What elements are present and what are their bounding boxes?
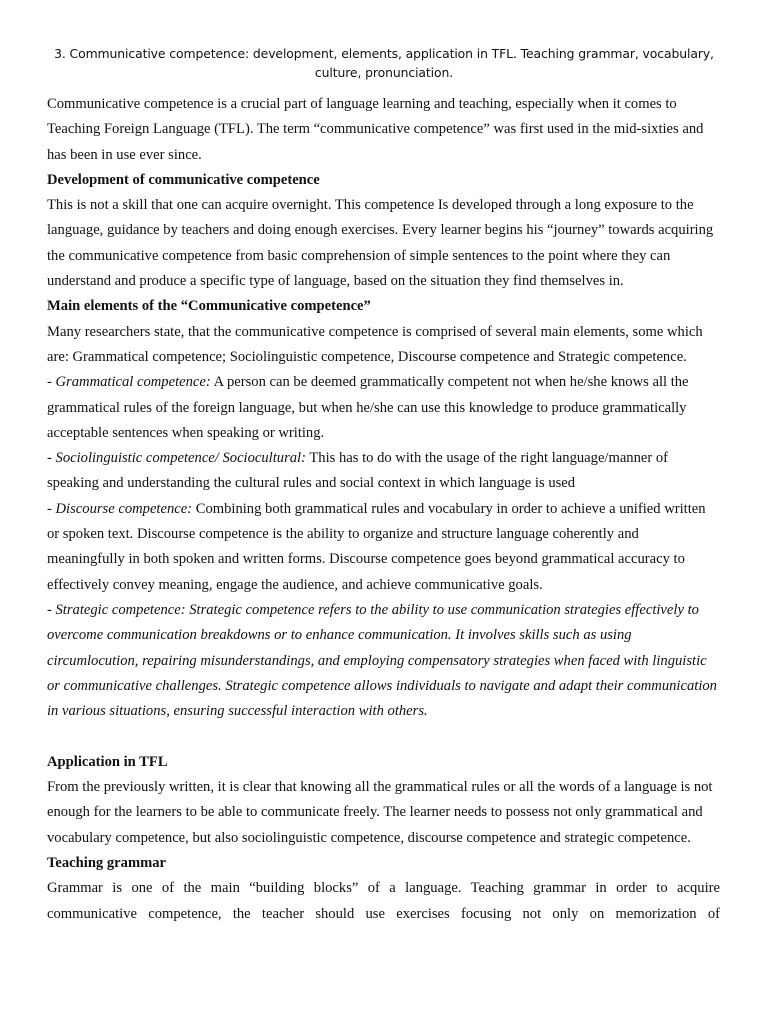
discourse-prefix: -	[47, 500, 56, 517]
strategic-competence-item: - Strategic competence: Strategic competence refers to the ability to use communication strategies effectively to overcome communication breakdowns or to enhance communication. It involves skills such as using circumlocution, repairing misunderstandings, and employing compensatory strategies when faced with linguistic or communicative challenges. Strategic competence allows individuals to navigate and adapt their communication in various situations, ensuring successful interaction with others.	[47, 601, 717, 720]
discourse-term: Discourse competence:	[55, 500, 193, 517]
document-body	[47, 92, 720, 927]
teaching-grammar-paragraph: Grammar is one of the main “building blocks” of a language. Teaching grammar in order to acquire communicative competence, the teacher should use exercises focusing not only on memorization of	[47, 880, 720, 922]
sociolinguistic-term: Sociolinguistic competence/ Sociocultural:	[55, 450, 306, 467]
sociolinguistic-text: This has to do with the usage of the right language/manner of speaking and understanding the cultural rules and social context in which language is used	[47, 450, 669, 492]
grammatical-text: A person can be deemed grammatically competent not when he/she knows all the grammatical rules of the foreign language, but when he/she can use this knowledge to produce grammatically acceptable sentences when speaking or writing.	[47, 374, 689, 441]
elements-intro-paragraph: Many researchers state, that the communicative competence is comprised of several main elements, some which are: Grammatical competence; Sociolinguistic competence, Discourse competence and Strategic competence.	[47, 323, 703, 365]
teaching-grammar-heading: Teaching grammar	[47, 854, 167, 871]
sociolinguistic-competence-item	[47, 446, 720, 497]
discourse-text: Combining both grammatical rules and vocabulary in order to achieve a unified written or spoken text. Discourse competence is the ability to organize and structure language coherently and meaningfully in both spoken and written forms. Discourse competence goes beyond grammatical accuracy to effectively convey meaning, engage the audience, and achieve communicative goals.	[47, 500, 706, 593]
elements-heading: Main elements of the “Communicative competence”	[47, 298, 371, 315]
document-title: 3. Communicative competence: development, elements, application in TFL. Teaching grammar, vocabulary, culture, pronunciation.	[54, 46, 714, 80]
application-heading: Application in TFL	[47, 753, 168, 770]
development-heading: Development of communicative competence	[47, 171, 320, 188]
development-paragraph: This is not a skill that one can acquire overnight. This competence Is developed through a long exposure to the language, guidance by teachers and doing enough exercises. Every learner begins his “journey” towards acquiring the communicative competence from basic comprehension of simple sentences to the point where they can understand and produce a specific type of language, based on the situation they find themselves in.	[47, 197, 714, 290]
section-spacer	[47, 724, 720, 749]
grammatical-term: Grammatical competence:	[55, 374, 211, 391]
grammatical-competence-item	[47, 370, 720, 446]
sociolinguistic-prefix: -	[47, 450, 56, 467]
grammatical-prefix: -	[47, 374, 56, 391]
application-paragraph: From the previously written, it is clear that knowing all the grammatical rules or all the words of a language is not enough for the learners to be able to communicate freely. The learner needs to possess not only grammatical and vocabulary competence, but also sociolinguistic competence, discourse competence and strategic competence.	[47, 779, 713, 846]
discourse-competence-item	[47, 497, 720, 598]
intro-paragraph: Communicative competence is a crucial part of language learning and teaching, especially when it comes to Teaching Foreign Language (TFL). The term “communicative competence” was first used in the mid-sixties and has been in use ever since.	[47, 96, 704, 163]
